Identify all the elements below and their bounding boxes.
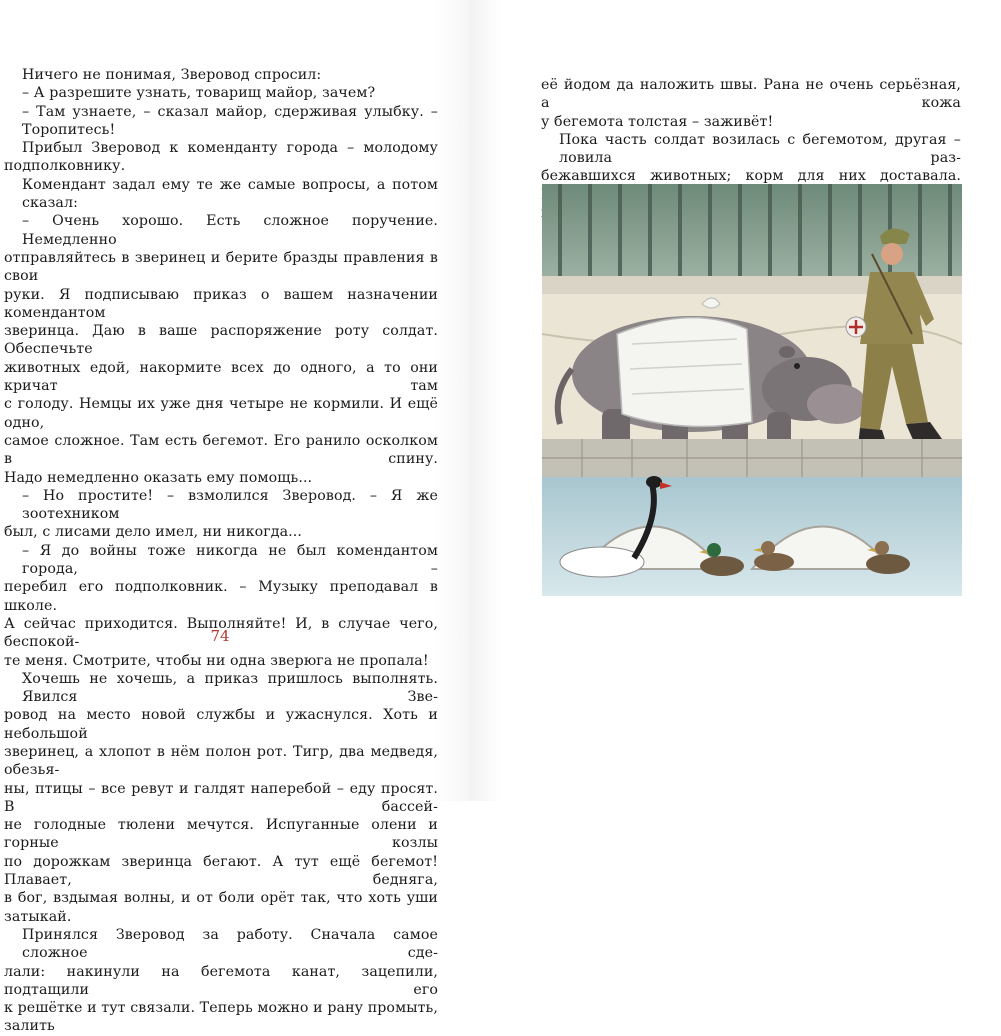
text-line: – Очень хорошо. Есть сложное поручение. Немедленно [22,213,438,248]
text-line: – Я до войны тоже никогда не был комендантом города, – [22,542,438,578]
text-line: перебил его подполковник. – Музыку преподавал в школе. [4,579,438,614]
text-line: Надо немедленно оказать ему помощь... [4,469,313,486]
text-line: лали: накинули на бегемота канат, зацепили, подтащили его [4,963,438,998]
text-line: Принялся Зверовод за работу. Сначала самое сложное сде- [22,926,438,962]
text-line: Пока часть солдат возилась с бегемотом, другая – ловила раз- [559,131,961,167]
text-line: к решётке и тут связали. Теперь можно и рану промыть, залить [4,1000,438,1035]
text-line: Хочешь не хочешь, а приказ пришлось выполнять. Явился Зве- [22,670,438,706]
left-page-text [4,66,438,1036]
text-line: ны, птицы – все ревут и галдят наперебой – еду просят. В бассей- [4,780,438,815]
text-line: зверинец, а хлопот в нём полон рот. Тигр, два медведя, обезья- [4,743,438,779]
page-number: 74 [210,627,230,645]
text-line: – Но простите! – взмолился Зверовод. – Я же зоотехником [22,487,438,523]
text-line: с голоду. Немцы их уже дня четыре не кормили. И ещё одно, [4,396,438,431]
text-line: у бегемота толстая – заживёт! [541,113,774,130]
text-line: Ничего не понимая, Зверовод спросил: [22,67,322,83]
text-line: – Там узнаете, – сказал майор, сдерживая улыбку. – Торопитесь! [22,103,438,138]
text-line: был, с лисами дело имел, ни никогда... [4,524,303,541]
text-line: – А разрешите узнать, товарищ майор, зачем? [22,85,376,102]
text-line: не голодные тюлени мечутся. Испуганные олени и горные козлы [4,817,438,852]
hippo-illustration [542,184,962,596]
text-line: её йодом да наложить швы. Рана не очень серьёзная, а кожа [541,77,961,112]
left-page [0,0,470,1035]
text-line: ровод на место новой службы и ужаснулся. Хоть и небольшой [4,707,438,742]
text-line: в бог, вздымая волны, и от боли орёт так, что хоть уши затыкай. [4,890,438,925]
text-line: зверинца. Даю в ваше распоряжение роту солдат. Обеспечьте [4,323,438,358]
text-line: самое сложное. Там есть бегемот. Его ранило осколком в спину. [4,432,438,468]
text-line: подполковнику. [4,158,126,175]
text-line: бежавшихся животных; корм для них доставала. [541,168,961,185]
text-line: те меня. Смотрите, чтобы ни одна зверюга не пропала! [4,652,429,669]
text-line: Прибыл Зверовод к коменданту города – молодому [22,140,438,157]
illustration-svg [542,184,962,596]
text-line: руки. Я подписываю приказ о вашем назначении комендантом [4,286,438,321]
text-line: А сейчас приходится. Выполняйте! И, в случае чего, беспокой- [4,615,438,651]
text-line: животных едой, накормите всех до одного, а то они кричат там [4,359,438,395]
text-line: отправляйтесь в зверинец и берите бразды правления в свои [4,249,438,285]
text-line: по дорожкам зверинца бегают. А тут ещё бегемот! Плавает, бедняга, [4,853,438,889]
text-line: Комендант задал ему те же самые вопросы, а потом сказал: [22,176,438,212]
pond-water [542,477,962,596]
